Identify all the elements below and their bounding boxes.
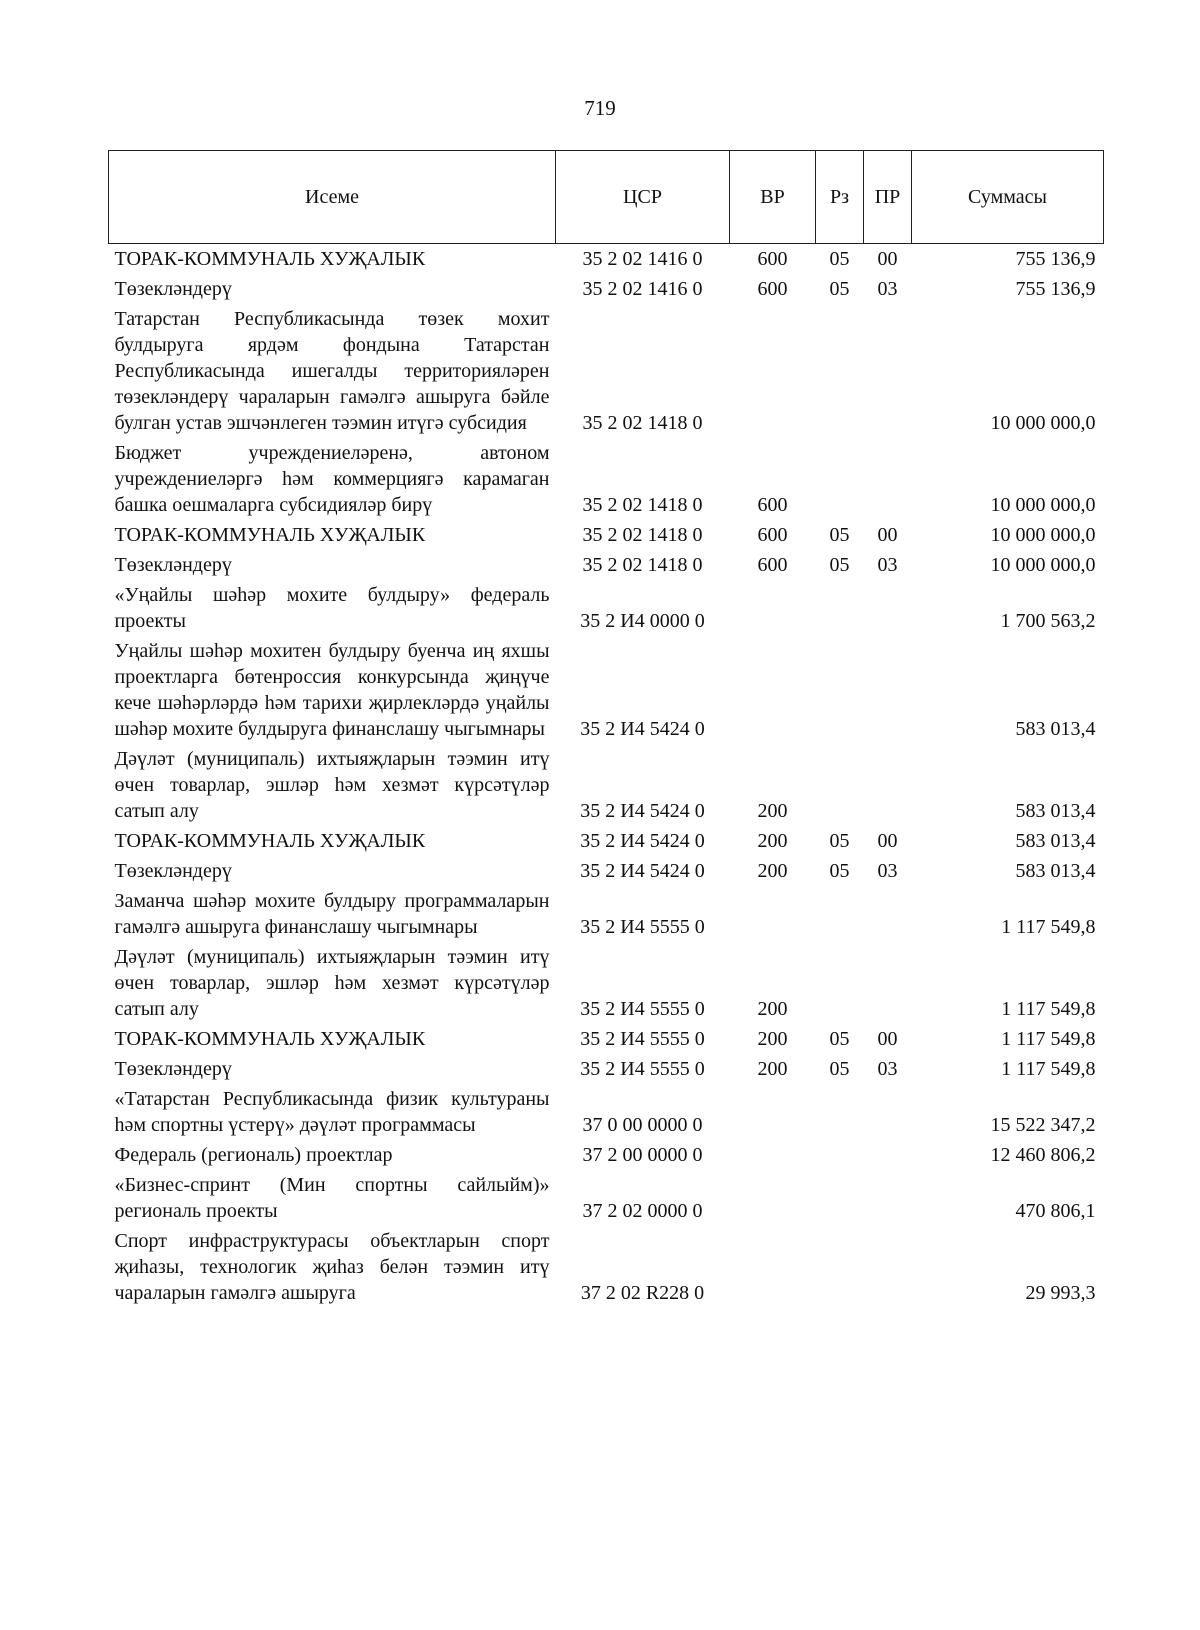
cell-name: Дәүләт (муниципаль) ихтыяҗларын тәэмин итү өчен товарлар, эшләр һәм хезмәт күрсәтүләр сатып алу: [114, 946, 550, 1020]
table-row: [109, 438, 1104, 520]
cell-vr: [730, 1084, 816, 1140]
cell-pr: 03: [877, 554, 898, 576]
cell-csr: 37 2 02 0000 0: [582, 1200, 703, 1222]
cell-vr: 200: [757, 998, 788, 1020]
cell-sum: 583 013,4: [1015, 860, 1096, 882]
cell-pr: 03: [877, 278, 898, 300]
cell-name: Федераль (региональ) проектлар: [114, 1144, 393, 1166]
cell-rz: 05: [829, 830, 850, 852]
cell-vr: 200: [757, 860, 788, 882]
header-pr: ПР: [864, 151, 912, 244]
cell-csr: 35 2 И4 5555 0: [580, 998, 705, 1020]
table-row: [109, 550, 1104, 580]
cell-name: Дәүләт (муниципаль) ихтыяҗларын тәэмин итү өчен товарлар, эшләр һәм хезмәт күрсәтүләр сатып алу: [114, 748, 550, 822]
cell-pr: [864, 438, 912, 520]
cell-csr: 37 2 00 0000 0: [582, 1144, 703, 1166]
cell-name: ТОРАК-КОММУНАЛЬ ХУҖАЛЫК: [114, 1028, 426, 1050]
table-row: [109, 520, 1104, 550]
cell-csr: 37 2 02 R228 0: [580, 1282, 705, 1304]
table-body: [109, 244, 1104, 1309]
header-name: Исеме: [109, 151, 556, 244]
table-row: [109, 580, 1104, 636]
cell-vr: 600: [757, 494, 788, 516]
cell-vr: 200: [757, 1058, 788, 1080]
cell-vr: [730, 304, 816, 438]
cell-name: «Татарстан Республикасында физик культураны һәм спортны үстерү» дәүләт программасы: [114, 1088, 550, 1136]
cell-csr: 35 2 И4 5424 0: [580, 830, 705, 852]
table-row: [109, 244, 1104, 275]
cell-rz: [816, 580, 864, 636]
header-sum: Суммасы: [912, 151, 1104, 244]
cell-name: Төзекләндерү: [114, 860, 232, 882]
table-row: [109, 856, 1104, 886]
cell-sum: 10 000 000,0: [990, 494, 1096, 516]
cell-vr: 200: [757, 1028, 788, 1050]
cell-pr: 00: [877, 1028, 898, 1050]
cell-sum: 1 117 549,8: [1001, 1028, 1096, 1050]
cell-rz: 05: [829, 860, 850, 882]
header-rz: Рз: [816, 151, 864, 244]
cell-csr: 35 2 02 1418 0: [582, 494, 703, 516]
cell-pr: 00: [877, 524, 898, 546]
cell-csr: 35 2 02 1418 0: [582, 524, 703, 546]
cell-csr: 35 2 И4 5555 0: [580, 1058, 705, 1080]
cell-rz: [816, 636, 864, 744]
table-row: [109, 826, 1104, 856]
table-row: [109, 1170, 1104, 1226]
table-row: [109, 1226, 1104, 1308]
cell-pr: 03: [877, 1058, 898, 1080]
cell-sum: 1 117 549,8: [1001, 916, 1096, 938]
cell-pr: 00: [877, 248, 898, 270]
cell-vr: 600: [757, 554, 788, 576]
cell-csr: 35 2 И4 0000 0: [580, 610, 705, 632]
table-row: [109, 1024, 1104, 1054]
budget-table: [108, 150, 1104, 1308]
cell-name: «Уңайлы шәһәр мохите булдыру» федераль проекты: [114, 584, 550, 632]
cell-sum: 583 013,4: [1015, 830, 1096, 852]
cell-name: ТОРАК-КОММУНАЛЬ ХУҖАЛЫК: [114, 248, 426, 270]
cell-rz: [816, 744, 864, 826]
table-row: [109, 1140, 1104, 1170]
cell-name: Төзекләндерү: [114, 554, 232, 576]
cell-pr: [864, 580, 912, 636]
cell-csr: 35 2 И4 5555 0: [580, 916, 705, 938]
cell-csr: 35 2 И4 5424 0: [580, 860, 705, 882]
cell-sum: 15 522 347,2: [990, 1114, 1096, 1136]
cell-pr: [864, 1084, 912, 1140]
cell-sum: 29 993,3: [1025, 1282, 1096, 1304]
cell-name: Спорт инфраструктурасы объектларын спорт җиһазы, технологик җиһаз белән тәэмин итү чараларын гамәлгә ашыруга: [114, 1230, 550, 1304]
cell-pr: [864, 1170, 912, 1226]
cell-sum: 12 460 806,2: [990, 1144, 1096, 1166]
cell-rz: 05: [829, 248, 850, 270]
page-number: 719: [584, 96, 616, 120]
cell-vr: 200: [757, 830, 788, 852]
cell-sum: 583 013,4: [1015, 800, 1096, 822]
cell-rz: 05: [829, 278, 850, 300]
table-row: [109, 274, 1104, 304]
cell-sum: 755 136,9: [1015, 248, 1096, 270]
cell-rz: 05: [829, 1058, 850, 1080]
cell-vr: [730, 1170, 816, 1226]
cell-pr: 00: [877, 830, 898, 852]
cell-rz: 05: [829, 1028, 850, 1050]
cell-csr: 35 2 02 1418 0: [582, 412, 703, 434]
cell-rz: [816, 1170, 864, 1226]
cell-rz: [816, 886, 864, 942]
cell-sum: 583 013,4: [1015, 718, 1096, 740]
cell-name: «Бизнес-спринт (Мин спортны сайлыйм)» региональ проекты: [114, 1174, 550, 1222]
cell-sum: 10 000 000,0: [990, 524, 1096, 546]
cell-pr: 03: [877, 860, 898, 882]
cell-pr: [864, 942, 912, 1024]
cell-rz: [816, 1140, 864, 1170]
cell-name: ТОРАК-КОММУНАЛЬ ХУҖАЛЫК: [114, 524, 426, 546]
cell-sum: 10 000 000,0: [990, 554, 1096, 576]
cell-name: Төзекләндерү: [114, 278, 232, 300]
cell-rz: [816, 1226, 864, 1308]
cell-rz: [816, 438, 864, 520]
cell-rz: [816, 304, 864, 438]
table-row: [109, 1054, 1104, 1084]
cell-name: Төзекләндерү: [114, 1058, 232, 1080]
cell-name: Татарстан Республикасында төзек мохит булдыруга ярдәм фондына Татарстан Республикасында ишегалды территорияләрен төзекләндерү чараларын гамәлгә ашыруга бәйле булган устав эшчәнлеген тәэмин итүгә субсидия: [114, 308, 550, 434]
cell-sum: 470 806,1: [1015, 1200, 1096, 1222]
table-row: [109, 744, 1104, 826]
cell-sum: 1 117 549,8: [1001, 998, 1096, 1020]
cell-name: Бюджет учреждениеләренә, автоном учреждениеләргә һәм коммерциягә карамаган башка оешмаларга субсидияләр бирү: [114, 442, 550, 516]
cell-name: ТОРАК-КОММУНАЛЬ ХУҖАЛЫК: [114, 830, 426, 852]
header-vr: ВР: [730, 151, 816, 244]
table-row: [109, 942, 1104, 1024]
cell-vr: [730, 886, 816, 942]
cell-pr: [864, 636, 912, 744]
cell-rz: [816, 1084, 864, 1140]
cell-rz: 05: [829, 554, 850, 576]
cell-sum: 10 000 000,0: [990, 412, 1096, 434]
cell-rz: [816, 942, 864, 1024]
cell-sum: 1 117 549,8: [1001, 1058, 1096, 1080]
cell-pr: [864, 304, 912, 438]
cell-vr: [730, 1140, 816, 1170]
table-row: [109, 886, 1104, 942]
table-header-row: [109, 151, 1104, 244]
cell-csr: 35 2 02 1416 0: [582, 248, 703, 270]
cell-csr: 35 2 02 1416 0: [582, 278, 703, 300]
cell-name: Уңайлы шәһәр мохитен булдыру буенча иң яхшы проектларга бөтенроссия конкурсында җиңүче кече шәһәрләрдә һәм тарихи җирлекләрдә уңайлы шәһәр мохите булдыруга финанслашу чыгымнары: [114, 640, 550, 740]
cell-vr: 600: [757, 524, 788, 546]
cell-csr: 37 0 00 0000 0: [582, 1114, 703, 1136]
table-row: [109, 636, 1104, 744]
cell-vr: 600: [757, 248, 788, 270]
cell-csr: 35 2 И4 5424 0: [580, 800, 705, 822]
cell-vr: [730, 580, 816, 636]
cell-sum: 755 136,9: [1015, 278, 1096, 300]
cell-pr: [864, 1226, 912, 1308]
header-csr: ЦСР: [556, 151, 730, 244]
table-row: [109, 1084, 1104, 1140]
cell-csr: 35 2 02 1418 0: [582, 554, 703, 576]
cell-vr: 200: [757, 800, 788, 822]
cell-csr: 35 2 И4 5555 0: [580, 1028, 705, 1050]
cell-rz: 05: [829, 524, 850, 546]
cell-pr: [864, 744, 912, 826]
cell-pr: [864, 886, 912, 942]
table-row: [109, 304, 1104, 438]
cell-pr: [864, 1140, 912, 1170]
cell-csr: 35 2 И4 5424 0: [580, 718, 705, 740]
cell-name: Заманча шәһәр мохите булдыру программаларын гамәлгә ашыруга финанслашу чыгымнары: [114, 890, 550, 938]
cell-vr: [730, 636, 816, 744]
cell-sum: 1 700 563,2: [1000, 610, 1096, 632]
cell-vr: 600: [757, 278, 788, 300]
cell-vr: [730, 1226, 816, 1308]
